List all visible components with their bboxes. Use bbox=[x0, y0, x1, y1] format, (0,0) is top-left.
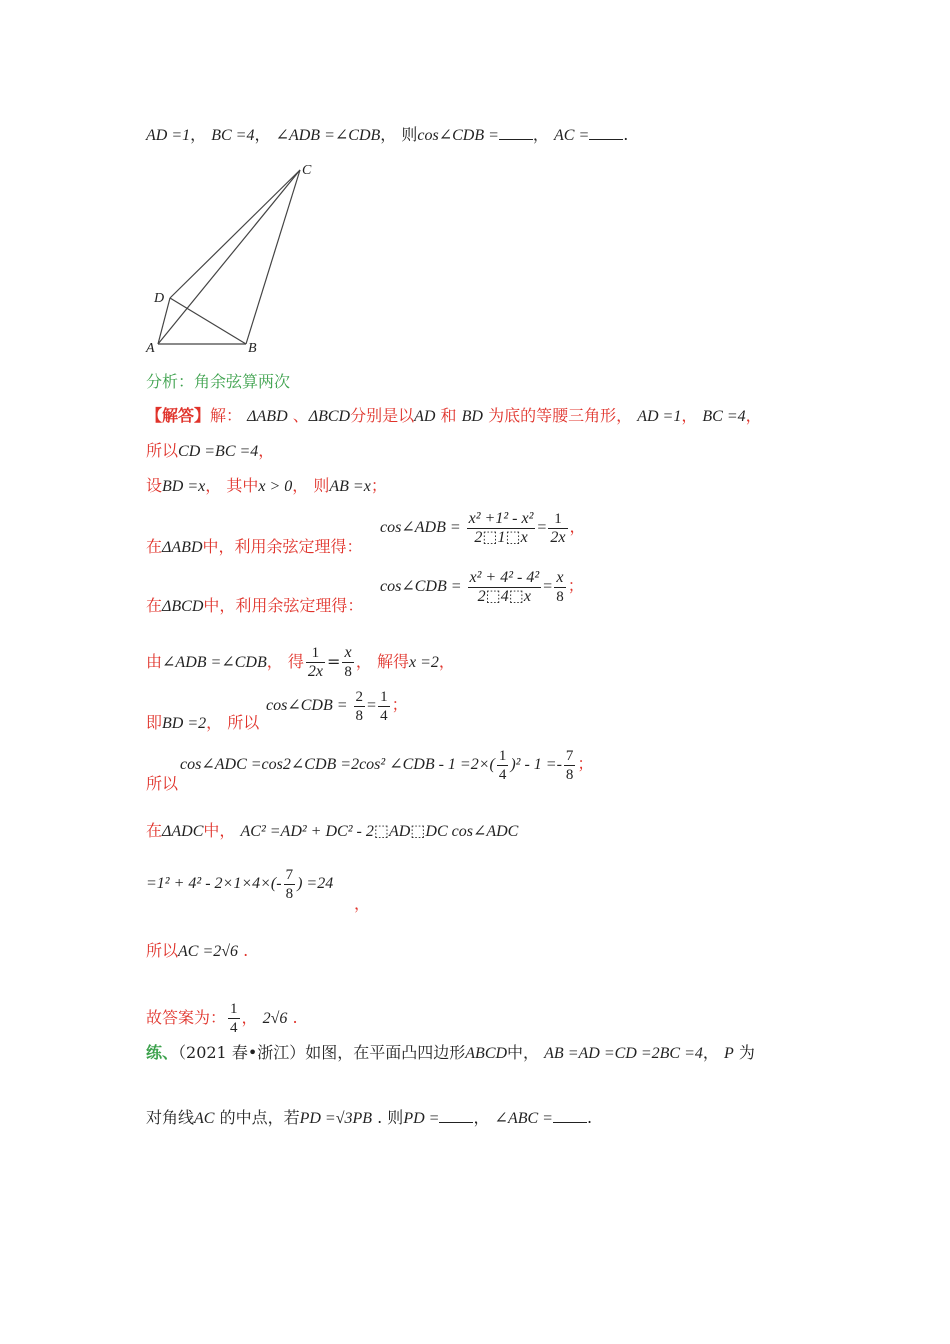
solution-line-11: 所以AC =2√6 . bbox=[146, 941, 249, 960]
frac-ac2-7-8-num: 7 bbox=[285, 867, 294, 883]
frac-ac2-7-8-den: 8 bbox=[285, 886, 294, 902]
eq-abx: AB =x bbox=[329, 478, 371, 495]
frac-x-8-num: x bbox=[554, 569, 566, 588]
formula-cos-adb: cos∠ADB = $\frac{\text{x² +1² - x²}}{2⬚1⬚x}$ = $\frac{1}{2x}$ ， bbox=[380, 510, 586, 546]
question-ac: AC = bbox=[554, 127, 590, 144]
formula-ac2-value bbox=[146, 866, 333, 903]
text-suoyi: 所以 bbox=[146, 441, 179, 460]
label-a: A bbox=[146, 341, 155, 356]
eq-ac2: AC² =AD² + DC² - 2⬚AD⬚DC cos∠ADC bbox=[240, 823, 519, 840]
label-b: B bbox=[248, 341, 257, 356]
quad-abcd: ABCD bbox=[465, 1045, 508, 1062]
eq-ad1: AD =1 bbox=[637, 408, 682, 425]
text-cosine-law: 中，利用余弦定理得： bbox=[202, 537, 363, 556]
tri-bcd-2: ΔBCD bbox=[162, 598, 204, 615]
text-she: 设 bbox=[146, 476, 163, 495]
frac-1-2x-num: 1 bbox=[548, 510, 567, 529]
solution-heading: 【解答】 bbox=[146, 406, 211, 425]
frac-answer-1-4-num: 1 bbox=[230, 1001, 238, 1017]
text-zai-3: 在 bbox=[146, 821, 163, 840]
given-bc: BC =4 bbox=[211, 127, 255, 144]
text-cosine-law-2: 中，利用余弦定理得： bbox=[203, 596, 364, 615]
frac-1-4-den: 4 bbox=[380, 708, 388, 724]
solution-line-12: 故答案为： $\frac{1}{4}$ ， 2√6 . bbox=[146, 1001, 298, 1036]
text-suoyi-2: 所以 bbox=[227, 713, 260, 732]
frac-eq-right-num: x bbox=[342, 644, 354, 663]
frac-1-2x-den: 2x bbox=[550, 529, 566, 546]
frac-cos-cdb bbox=[468, 569, 542, 606]
frac-1-4-num: 1 bbox=[380, 689, 388, 705]
exercise-eq: AB =AD =CD =2BC =4 bbox=[544, 1045, 703, 1062]
text-isoceles: 为底的等腰三角形， bbox=[488, 406, 633, 425]
text-suoyi-4: 所以 bbox=[146, 941, 179, 960]
frac-answer-1-4-den: 4 bbox=[230, 1020, 238, 1036]
frac-cos-adc-1-4 bbox=[497, 747, 509, 784]
solution-line-1: 【解答】解： ΔABD 、ΔBCD分别是以AD 和 BD 为底的等腰三角形， AD =1， BC =4， bbox=[146, 406, 762, 425]
text-answer: 故答案为： bbox=[146, 1008, 227, 1027]
label-c: C bbox=[302, 163, 312, 178]
frac-cos-adb bbox=[467, 510, 536, 547]
solution-line-5 bbox=[146, 595, 363, 618]
text-jiede: 解得 bbox=[376, 652, 409, 671]
frac-2-8-num: 2 bbox=[355, 689, 364, 705]
solution-jie: 解： bbox=[210, 406, 243, 425]
text-ze: 则 bbox=[313, 476, 330, 495]
text-you: 由 bbox=[146, 652, 163, 671]
text-de: 得 bbox=[287, 652, 304, 671]
tri-bcd: ΔBCD bbox=[308, 408, 351, 425]
exercise-label: 练、 bbox=[146, 1043, 179, 1062]
frac-eq-left-num: 1 bbox=[306, 644, 325, 663]
label-d: D bbox=[154, 291, 165, 306]
edge-ac bbox=[158, 170, 300, 344]
frac-7-8-num: 7 bbox=[565, 748, 574, 764]
frac-answer-1-4 bbox=[228, 1000, 240, 1037]
exercise-diag: 对角线 bbox=[146, 1108, 195, 1127]
frac-cos-cdb-num: x² + 4² - 4² bbox=[469, 569, 540, 586]
text-suoyi-3: 所以 bbox=[146, 774, 179, 793]
cos-cdb-lhs: cos∠CDB = bbox=[380, 578, 462, 596]
seg-bd: BD bbox=[461, 408, 483, 425]
frac-eq-right-den: 8 bbox=[344, 664, 352, 680]
solution-line-6: 由∠ADB =∠CDB， 得 $\frac{1}{2x}$ = $\frac{x}{8}$ ， 解得x =2， bbox=[146, 644, 455, 680]
comma-line-10: ， bbox=[354, 894, 371, 913]
eq-ac: AC =2√6 bbox=[178, 943, 239, 960]
conj-ze: 则 bbox=[401, 125, 418, 144]
ac2-value-part-a: =1² + 4² - 2×1×4×(- bbox=[146, 875, 282, 893]
frac-x-8 bbox=[554, 569, 566, 606]
frac-cos-cdb-den: 2⬚4⬚x bbox=[477, 588, 532, 605]
analysis bbox=[146, 371, 290, 393]
frac-cos-adb-num: x² +1² - x² bbox=[468, 510, 534, 527]
exercise-source: （2021 春•浙江）如图，在平面凸四边形 bbox=[178, 1043, 466, 1062]
eq-xgt0: x > 0 bbox=[258, 478, 293, 495]
frac-cos-adc-1-4-num: 1 bbox=[498, 748, 507, 764]
triangle-figure bbox=[140, 158, 320, 358]
cos-adc-part-a: cos∠ADC =cos2∠CDB =2cos² ∠CDB - 1 =2×( bbox=[180, 756, 495, 774]
tri-abd-2: ΔABD bbox=[162, 539, 203, 556]
frac-2-8-den: 8 bbox=[355, 708, 364, 724]
ac2-value-part-b: ) =24 bbox=[297, 875, 334, 893]
exercise-abc-q: ∠ABC = bbox=[494, 1110, 553, 1127]
exercise-blank-2[interactable] bbox=[553, 1108, 587, 1123]
problem-statement: AD =1， BC =4， ∠ADB =∠CDB， 则cos∠CDB = ， AC = . bbox=[146, 125, 629, 144]
frac-eq-left-den: 2x bbox=[307, 663, 323, 680]
frac-7-8-den: 8 bbox=[565, 767, 574, 783]
frac-2-8 bbox=[354, 688, 366, 725]
edge-db bbox=[170, 298, 246, 344]
eq-bc4: BC =4 bbox=[702, 408, 746, 425]
solution-line-7: 即BD =2， 所以 bbox=[146, 713, 260, 732]
exercise-line-1: 练、（2021 春•浙江）如图，在平面凸四边形ABCD中， AB =AD =CD =2BC =4， P 为 bbox=[146, 1043, 755, 1062]
solution-line-9 bbox=[146, 820, 518, 843]
exercise-blank-1[interactable] bbox=[439, 1108, 473, 1123]
point-p: P bbox=[723, 1045, 734, 1062]
cos-adb-lhs: cos∠ADB = bbox=[380, 519, 461, 537]
cos-adc-part-b: )² - 1 =- bbox=[510, 756, 562, 774]
tri-abd: ΔABD bbox=[247, 408, 288, 425]
eq-cd: CD =BC =4 bbox=[178, 443, 259, 460]
eq-angle: ∠ADB =∠CDB bbox=[162, 654, 267, 671]
frac-x-8-den: 8 bbox=[556, 589, 564, 605]
solution-line-3: 设BD =x， 其中x > 0， 则AB =x； bbox=[146, 476, 387, 495]
solution-line-4 bbox=[146, 536, 363, 559]
analysis-text: 分析：角余弦算两次 bbox=[146, 372, 291, 391]
answer-blank-1[interactable] bbox=[499, 125, 533, 140]
answer-blank-2[interactable] bbox=[589, 125, 623, 140]
exercise-pd-q: PD = bbox=[403, 1110, 440, 1127]
text-ji: 即 bbox=[146, 713, 163, 732]
tri-adc: ΔADC bbox=[162, 823, 204, 840]
eq-x2: x =2 bbox=[408, 654, 439, 671]
eq-bd2: BD =2 bbox=[162, 715, 207, 732]
question-cos: cos∠CDB = bbox=[417, 127, 499, 144]
frac-1-4 bbox=[378, 688, 390, 725]
answer-2sqrt6: 2√6 bbox=[262, 1010, 288, 1027]
given-angle: ∠ADB =∠CDB bbox=[275, 127, 381, 144]
seg-ad: AD bbox=[414, 408, 436, 425]
text-qizhong: 其中 bbox=[226, 476, 259, 495]
solution-line-8 bbox=[146, 773, 178, 795]
text-fenbie: 分别是以 bbox=[350, 406, 415, 425]
text-he: 和 bbox=[440, 406, 457, 425]
text-zai-2: 在 bbox=[146, 596, 163, 615]
frac-ac2-7-8 bbox=[284, 866, 296, 903]
given-ad: AD =1 bbox=[146, 127, 191, 144]
solution-line-2: 所以CD =BC =4， bbox=[146, 441, 275, 460]
exercise-ze: 则 bbox=[387, 1108, 404, 1127]
frac-eq-right bbox=[342, 644, 354, 681]
formula-cos-adc: cos∠ADC =cos2∠CDB =2cos² ∠CDB - 1 =2×( $\frac{1}{4}$ )² - 1 =- $\frac{7}{8}$ ； bbox=[180, 748, 594, 783]
formula-cos-cdb: cos∠CDB = $\frac{\text{x² + 4² - 4²}}{2⬚4⬚x}$ = $\frac{x}{8}$ ； bbox=[380, 569, 584, 605]
exercise-line-2: 对角线AC 的中点，若PD =√3PB . 则PD = ， ∠ABC = . bbox=[146, 1108, 593, 1127]
eq-bdx: BD =x bbox=[162, 478, 206, 495]
frac-cos-adc-1-4-den: 4 bbox=[498, 767, 507, 783]
exercise-midpoint: 的中点，若 bbox=[219, 1108, 300, 1127]
text-zhong: 中， bbox=[203, 821, 236, 840]
frac-1-2x bbox=[548, 510, 567, 547]
frac-7-8 bbox=[564, 747, 576, 784]
frac-cos-adb-den: 2⬚1⬚x bbox=[474, 529, 528, 546]
cos-cdb-value-lhs: cos∠CDB = bbox=[266, 697, 348, 715]
exercise-pd-cond: PD =√3PB bbox=[299, 1110, 373, 1127]
text-zai: 在 bbox=[146, 537, 163, 556]
exercise-zhong: 中， bbox=[507, 1043, 540, 1062]
exercise-wei: 为 bbox=[738, 1043, 755, 1062]
exercise-ac: AC bbox=[194, 1110, 215, 1127]
frac-eq-left bbox=[306, 644, 325, 681]
formula-cos-cdb-value: cos∠CDB = $\frac{2}{8}$ = $\frac{1}{4}$ ； bbox=[266, 689, 408, 724]
